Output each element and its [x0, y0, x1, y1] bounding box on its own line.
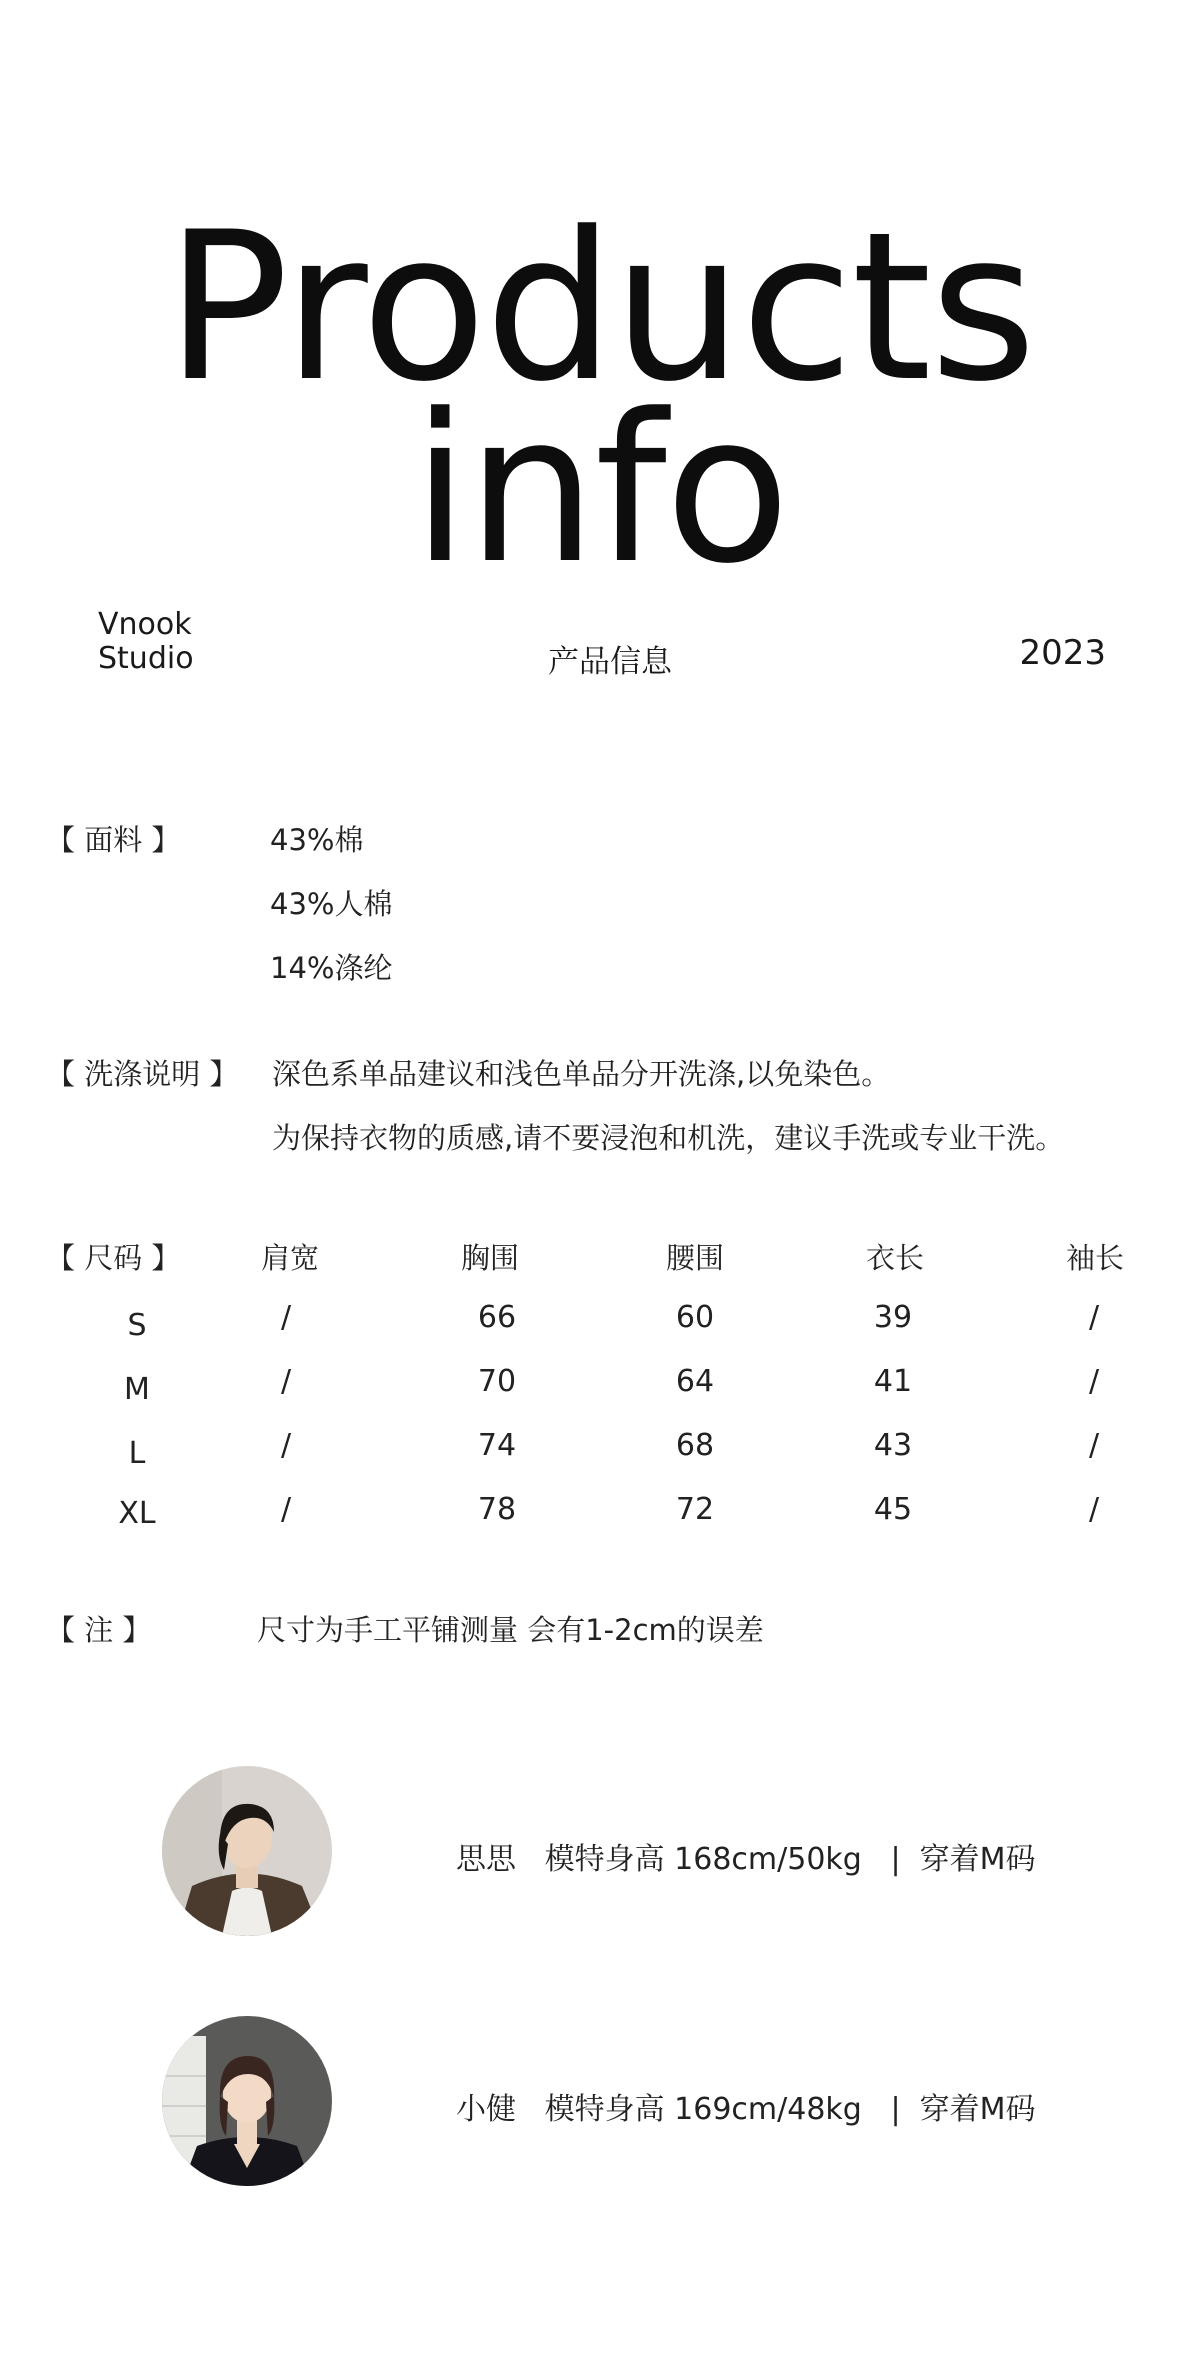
model-measurements: 模特身高 169cm/48kg [544, 2092, 862, 2127]
model-separator: | [890, 2092, 901, 2127]
size-cell: 78 [477, 1492, 517, 1527]
page-subtitle: 产品信息 [548, 644, 672, 680]
size-cell: 70 [477, 1364, 517, 1399]
hero-title-line2: info [411, 371, 789, 609]
size-cell: / [1088, 1492, 1100, 1527]
studio-name-line2: Studio [98, 641, 194, 676]
size-row-label: S [127, 1308, 147, 1343]
size-cell: / [1088, 1300, 1100, 1335]
size-cell: 74 [477, 1428, 517, 1463]
fabric-item: 43%人棉 [270, 887, 393, 921]
model-measurements: 模特身高 168cm/50kg [544, 1842, 862, 1877]
size-header-cell: 腰围 [665, 1241, 724, 1275]
size-row-label: L [128, 1436, 146, 1471]
size-cell: 66 [477, 1300, 517, 1335]
size-row-label: XL [118, 1496, 156, 1531]
size-cell: 45 [873, 1492, 913, 1527]
model-info-line [456, 1834, 1036, 1878]
size-cell: 72 [675, 1492, 715, 1527]
hero-title-line1: Products [165, 189, 1035, 427]
size-header-cell: 袖长 [1065, 1241, 1124, 1275]
size-cell: / [280, 1492, 292, 1527]
model-name: 小健 [456, 2092, 516, 2127]
size-cell: 43 [873, 1428, 913, 1463]
size-header-cell: 胸围 [460, 1241, 519, 1275]
model-info-line [456, 2084, 1036, 2128]
size-cell: 60 [675, 1300, 715, 1335]
studio-name-line1: Vnook [98, 607, 192, 642]
washing-line: 深色系单品建议和浅色单品分开洗涤,以免染色。 [272, 1057, 891, 1091]
size-cell: 64 [675, 1364, 715, 1399]
size-header-cell: 衣长 [865, 1241, 924, 1275]
size-cell: / [280, 1300, 292, 1335]
model-wear-size: 穿着M码 [919, 1842, 1036, 1877]
size-cell: / [280, 1428, 292, 1463]
model-portrait-icon [162, 1766, 332, 1936]
fabric-item: 14%涤纶 [270, 951, 393, 985]
size-cell: 68 [675, 1428, 715, 1463]
size-cell: / [1088, 1428, 1100, 1463]
fabric-label: 【 面料 】 [46, 823, 181, 857]
note-text: 尺寸为手工平铺测量 会有1-2cm的误差 [257, 1613, 764, 1647]
model-name: 思思 [456, 1842, 516, 1877]
size-row-label: M [124, 1372, 150, 1407]
model-wear-size: 穿着M码 [919, 2092, 1036, 2127]
size-label: 【 尺码 】 [46, 1241, 181, 1275]
washing-label: 【 洗涤说明 】 [46, 1057, 239, 1091]
size-cell: / [1088, 1364, 1100, 1399]
washing-line: 为保持衣物的质感,请不要浸泡和机洗，建议手洗或专业干洗。 [272, 1121, 1065, 1155]
model-avatar [162, 1766, 332, 1936]
model-separator: | [890, 1842, 901, 1877]
size-header-cell: 肩宽 [260, 1241, 319, 1275]
model-portrait-icon [162, 2016, 332, 2186]
fabric-item: 43%棉 [270, 823, 364, 857]
size-cell: / [280, 1364, 292, 1399]
year-label: 2023 [1019, 633, 1106, 673]
model-avatar [162, 2016, 332, 2186]
note-label: 【 注 】 [46, 1613, 152, 1647]
size-cell: 39 [873, 1300, 913, 1335]
size-cell: 41 [873, 1364, 913, 1399]
